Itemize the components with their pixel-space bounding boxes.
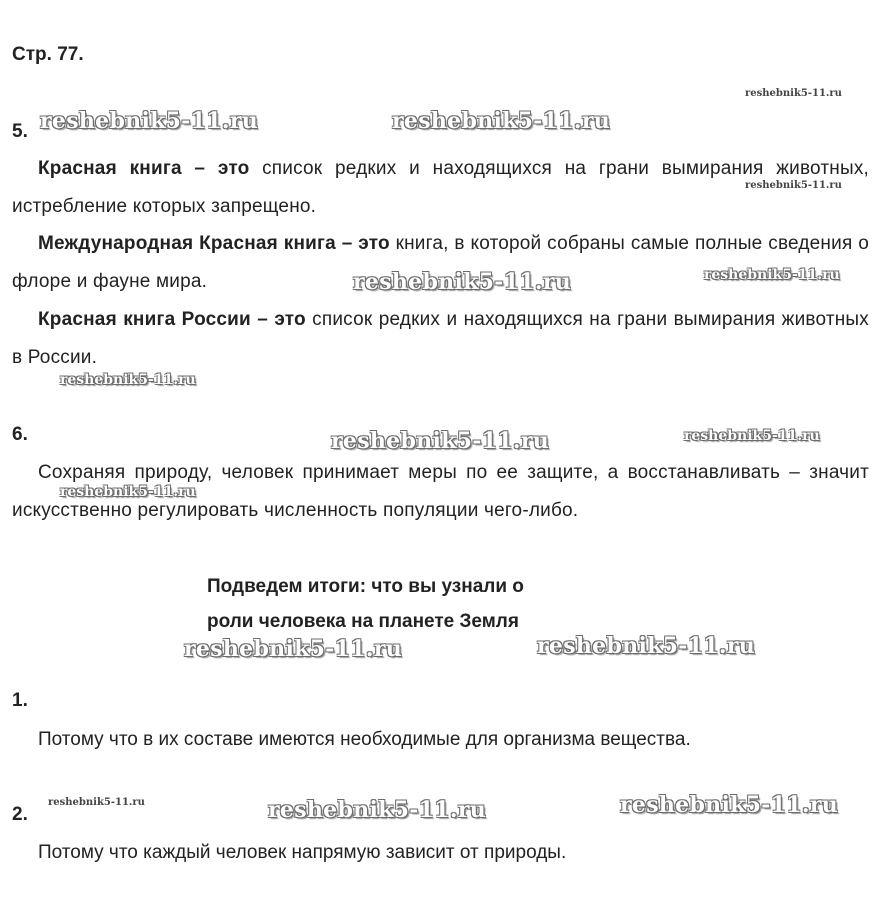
watermark: reshebnik5-11.ru	[620, 792, 839, 818]
watermark: reshebnik5-11.ru	[268, 797, 487, 823]
watermark: reshebnik5-11.ru	[353, 269, 572, 295]
term-red-book: Красная книга – это	[38, 158, 250, 179]
watermark: reshebnik5-11.ru	[537, 633, 756, 659]
watermark: reshebnik5-11.ru	[745, 180, 842, 191]
answer2-number: 2.	[12, 804, 28, 825]
watermark: reshebnik5-11.ru	[684, 428, 820, 444]
watermark: reshebnik5-11.ru	[704, 267, 840, 283]
task5-paragraph-1	[12, 150, 869, 226]
answer2-text: Потому что каждый человек напрямую зависит от природы.	[38, 842, 567, 863]
task5-paragraph-3	[12, 301, 869, 377]
watermark: reshebnik5-11.ru	[392, 108, 611, 134]
definition-red-book: список редких и находящихся на грани вымирания животных, истребление которых запрещено.	[12, 158, 869, 217]
answer1-text: Потому что в их составе имеются необходимые для организма вещества.	[38, 729, 691, 750]
term-international-red-book: Международная Красная книга – это	[38, 233, 390, 254]
task6-number: 6.	[12, 424, 28, 445]
definition-russia-red-book: список редких и находящихся на грани вымирания животных в России.	[12, 309, 869, 368]
watermark: reshebnik5-11.ru	[40, 108, 259, 134]
definition-international-red-book: книга, в которой собраны самые полные сведения о флоре и фауне мира.	[12, 233, 870, 292]
watermark: reshebnik5-11.ru	[48, 797, 145, 808]
term-russia-red-book: Красная книга России – это	[38, 309, 306, 330]
watermark: reshebnik5-11.ru	[745, 88, 842, 99]
watermark: reshebnik5-11.ru	[184, 636, 403, 662]
answer1-number: 1.	[12, 690, 28, 711]
watermark: reshebnik5-11.ru	[331, 428, 550, 454]
task6-paragraph: Сохраняя природу, человек принимает меры по ее защите, а восстанавливать – значит искусственно регулировать численность популяции чего-либо.	[12, 462, 869, 521]
page-header: Стр. 77.	[12, 44, 84, 65]
watermark: reshebnik5-11.ru	[60, 484, 196, 500]
task5-number: 5.	[12, 121, 28, 142]
summary-heading-line-1: Подведем итоги: что вы узнали о	[207, 576, 524, 597]
watermark: reshebnik5-11.ru	[60, 372, 196, 388]
summary-heading-line-2: роли человека на планете Земля	[207, 611, 519, 632]
